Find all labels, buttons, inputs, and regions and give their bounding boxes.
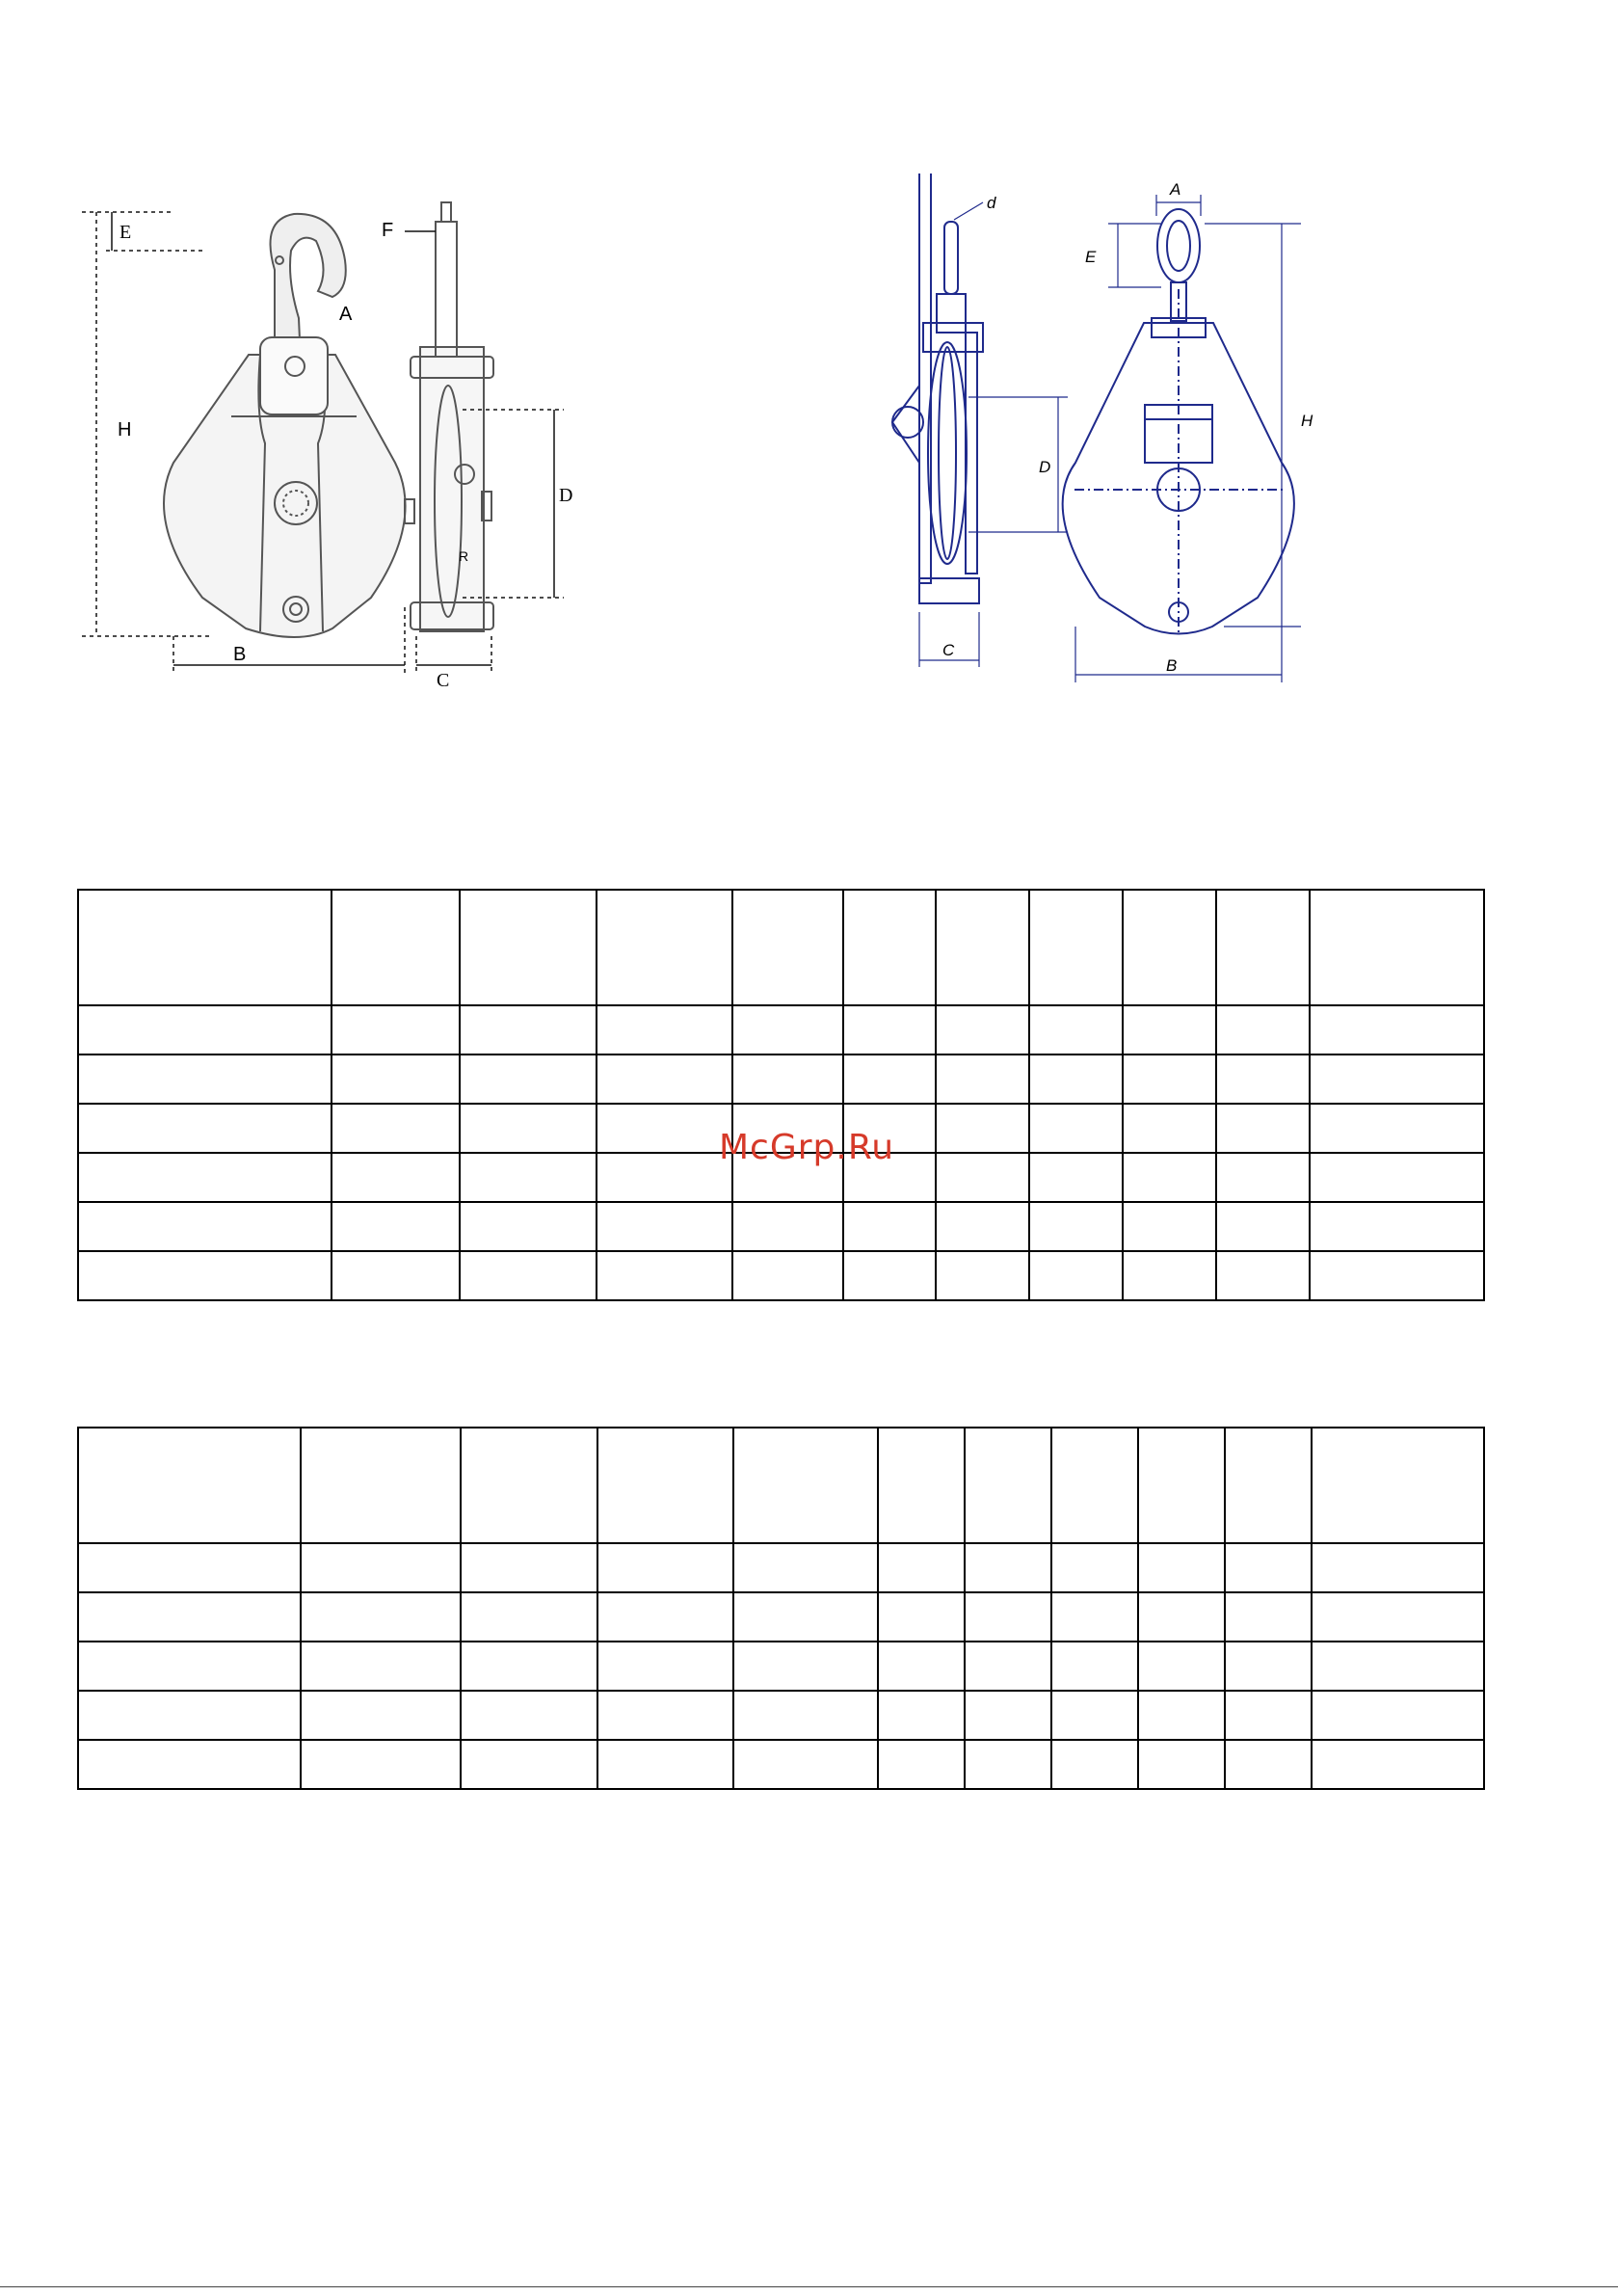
table-cell [1051, 1740, 1138, 1789]
table-cell [1225, 1428, 1312, 1543]
table-cell [78, 1005, 332, 1055]
table-cell [878, 1592, 965, 1642]
table-cell [460, 1251, 597, 1300]
table-row [78, 1543, 1484, 1592]
table-cell [1029, 1104, 1123, 1153]
table-cell [1216, 1055, 1310, 1104]
table-row [78, 1592, 1484, 1642]
table-cell [843, 1202, 936, 1251]
table-cell [78, 890, 332, 1005]
table-cell [843, 1251, 936, 1300]
label-F: F [382, 220, 394, 241]
table-cell [597, 1251, 732, 1300]
table-cell [965, 1592, 1051, 1642]
label-C: C [437, 670, 450, 691]
table-cell [1029, 1202, 1123, 1251]
table-cell [597, 1104, 732, 1153]
label-H: H [1301, 412, 1313, 430]
table-cell [597, 1592, 733, 1642]
table-cell [78, 1740, 301, 1789]
table-cell [78, 1055, 332, 1104]
table-cell [1216, 1251, 1310, 1300]
table-cell [936, 1202, 1029, 1251]
table-cell [597, 1740, 733, 1789]
table-cell [1310, 1055, 1484, 1104]
table-cell [732, 1251, 843, 1300]
hook-pulley-block-figure [77, 193, 597, 694]
table-cell [332, 1153, 460, 1202]
table-cell [461, 1592, 597, 1642]
table-cell [843, 890, 936, 1005]
table-cell [733, 1428, 878, 1543]
table-cell [78, 1592, 301, 1642]
table-cell [936, 1005, 1029, 1055]
table-cell [460, 1153, 597, 1202]
label-D: D [1039, 458, 1051, 476]
label-d: d [987, 194, 996, 212]
label-B: B [233, 644, 247, 665]
table-row [78, 1202, 1484, 1251]
table-cell [878, 1428, 965, 1543]
table-cell [460, 1104, 597, 1153]
table-cell [733, 1642, 878, 1691]
table-cell [1123, 1005, 1216, 1055]
table-cell [878, 1691, 965, 1740]
table-cell [1029, 1153, 1123, 1202]
page-footer-rule [0, 2286, 1618, 2287]
table-cell [1123, 1104, 1216, 1153]
table-cell [301, 1740, 461, 1789]
table-cell [1123, 1055, 1216, 1104]
table-cell [78, 1104, 332, 1153]
table-cell [461, 1543, 597, 1592]
label-B: B [1166, 656, 1178, 675]
table-cell [1123, 1202, 1216, 1251]
table-cell [78, 1691, 301, 1740]
table-cell [1225, 1740, 1312, 1789]
table-cell [733, 1691, 878, 1740]
table-header-row [78, 890, 1484, 1005]
table-cell [332, 1005, 460, 1055]
table-cell [936, 1055, 1029, 1104]
table-cell [1310, 890, 1484, 1005]
label-E: E [119, 222, 132, 243]
table-cell [461, 1691, 597, 1740]
table-cell [732, 1055, 843, 1104]
table-cell [332, 1251, 460, 1300]
table-cell [732, 1202, 843, 1251]
table-cell [936, 1104, 1029, 1153]
table-cell [1051, 1543, 1138, 1592]
table-cell [597, 1642, 733, 1691]
table-cell [1312, 1740, 1484, 1789]
table-cell [332, 1104, 460, 1153]
table-cell [597, 1153, 732, 1202]
label-R: R [459, 548, 469, 564]
table-cell [1310, 1251, 1484, 1300]
table-cell [301, 1691, 461, 1740]
table-cell [1225, 1691, 1312, 1740]
table-cell [460, 1005, 597, 1055]
table-cell [1138, 1691, 1225, 1740]
table-cell [1312, 1691, 1484, 1740]
table-cell [1312, 1642, 1484, 1691]
table-cell [843, 1055, 936, 1104]
table-cell [597, 1691, 733, 1740]
table-cell [1138, 1740, 1225, 1789]
watermark-text: McGrp.Ru [719, 1128, 895, 1167]
table-cell [1029, 1055, 1123, 1104]
table-cell [1051, 1428, 1138, 1543]
table-cell [1225, 1592, 1312, 1642]
label-A: A [339, 304, 353, 325]
table-row [78, 1251, 1484, 1300]
table-cell [1138, 1428, 1225, 1543]
table-row [78, 1740, 1484, 1789]
table-cell [1138, 1592, 1225, 1642]
table-cell [460, 1055, 597, 1104]
spec-table-1 [77, 889, 1485, 1301]
spec-table-2 [77, 1427, 1485, 1790]
table-cell [460, 890, 597, 1005]
table-cell [1138, 1642, 1225, 1691]
table-cell [1123, 1251, 1216, 1300]
table-cell [1312, 1543, 1484, 1592]
table-cell [78, 1428, 301, 1543]
table-cell [78, 1543, 301, 1592]
table-cell [732, 1005, 843, 1055]
table-cell [1216, 1153, 1310, 1202]
table-cell [332, 1055, 460, 1104]
table-cell [1310, 1104, 1484, 1153]
table-cell [301, 1592, 461, 1642]
table-cell [1225, 1642, 1312, 1691]
table-cell [1029, 1251, 1123, 1300]
table-cell [461, 1740, 597, 1789]
table-cell [78, 1153, 332, 1202]
table-cell [461, 1428, 597, 1543]
table-cell [733, 1740, 878, 1789]
table-cell [1216, 890, 1310, 1005]
table-cell [597, 890, 732, 1005]
table-cell [878, 1642, 965, 1691]
table-cell [1216, 1104, 1310, 1153]
table-cell [301, 1543, 461, 1592]
table-cell [1051, 1691, 1138, 1740]
table-cell [1029, 1005, 1123, 1055]
table-cell [460, 1202, 597, 1251]
table-cell [1225, 1543, 1312, 1592]
table-cell [597, 1428, 733, 1543]
table-cell [732, 890, 843, 1005]
table-cell [1310, 1153, 1484, 1202]
label-D: D [559, 485, 573, 506]
table-cell [597, 1543, 733, 1592]
table-cell [1138, 1543, 1225, 1592]
table-cell [1123, 1153, 1216, 1202]
table-cell [301, 1428, 461, 1543]
table-cell [1310, 1005, 1484, 1055]
table-cell [597, 1005, 732, 1055]
table-cell [936, 1153, 1029, 1202]
label-C: C [942, 641, 955, 659]
table-cell [301, 1642, 461, 1691]
table-row [78, 1055, 1484, 1104]
eye-pulley-block-figure [877, 174, 1417, 694]
table-cell [733, 1592, 878, 1642]
table-row [78, 1005, 1484, 1055]
label-E: E [1085, 248, 1097, 266]
table-cell [597, 1202, 732, 1251]
table-cell [1310, 1202, 1484, 1251]
table-cell [965, 1740, 1051, 1789]
table-cell [965, 1543, 1051, 1592]
table-cell [936, 1251, 1029, 1300]
table-cell [965, 1642, 1051, 1691]
table-row [78, 1691, 1484, 1740]
table-cell [1029, 890, 1123, 1005]
table-cell [878, 1543, 965, 1592]
table-cell [78, 1642, 301, 1691]
table-cell [1312, 1428, 1484, 1543]
table-cell [1312, 1592, 1484, 1642]
table-cell [332, 1202, 460, 1251]
table-cell [843, 1005, 936, 1055]
table-cell [78, 1202, 332, 1251]
table-header-row [78, 1428, 1484, 1543]
table-cell [332, 890, 460, 1005]
table-cell [1216, 1202, 1310, 1251]
table-cell [78, 1251, 332, 1300]
table-cell [965, 1691, 1051, 1740]
table-cell [1051, 1642, 1138, 1691]
table-cell [878, 1740, 965, 1789]
table-cell [1051, 1592, 1138, 1642]
table-cell [461, 1642, 597, 1691]
table-row [78, 1642, 1484, 1691]
label-A: A [1170, 180, 1181, 199]
table-cell [597, 1055, 732, 1104]
table-cell [1216, 1005, 1310, 1055]
table-cell [733, 1543, 878, 1592]
label-H: H [118, 419, 132, 441]
table-cell [936, 890, 1029, 1005]
table-cell [965, 1428, 1051, 1543]
table-cell [1123, 890, 1216, 1005]
